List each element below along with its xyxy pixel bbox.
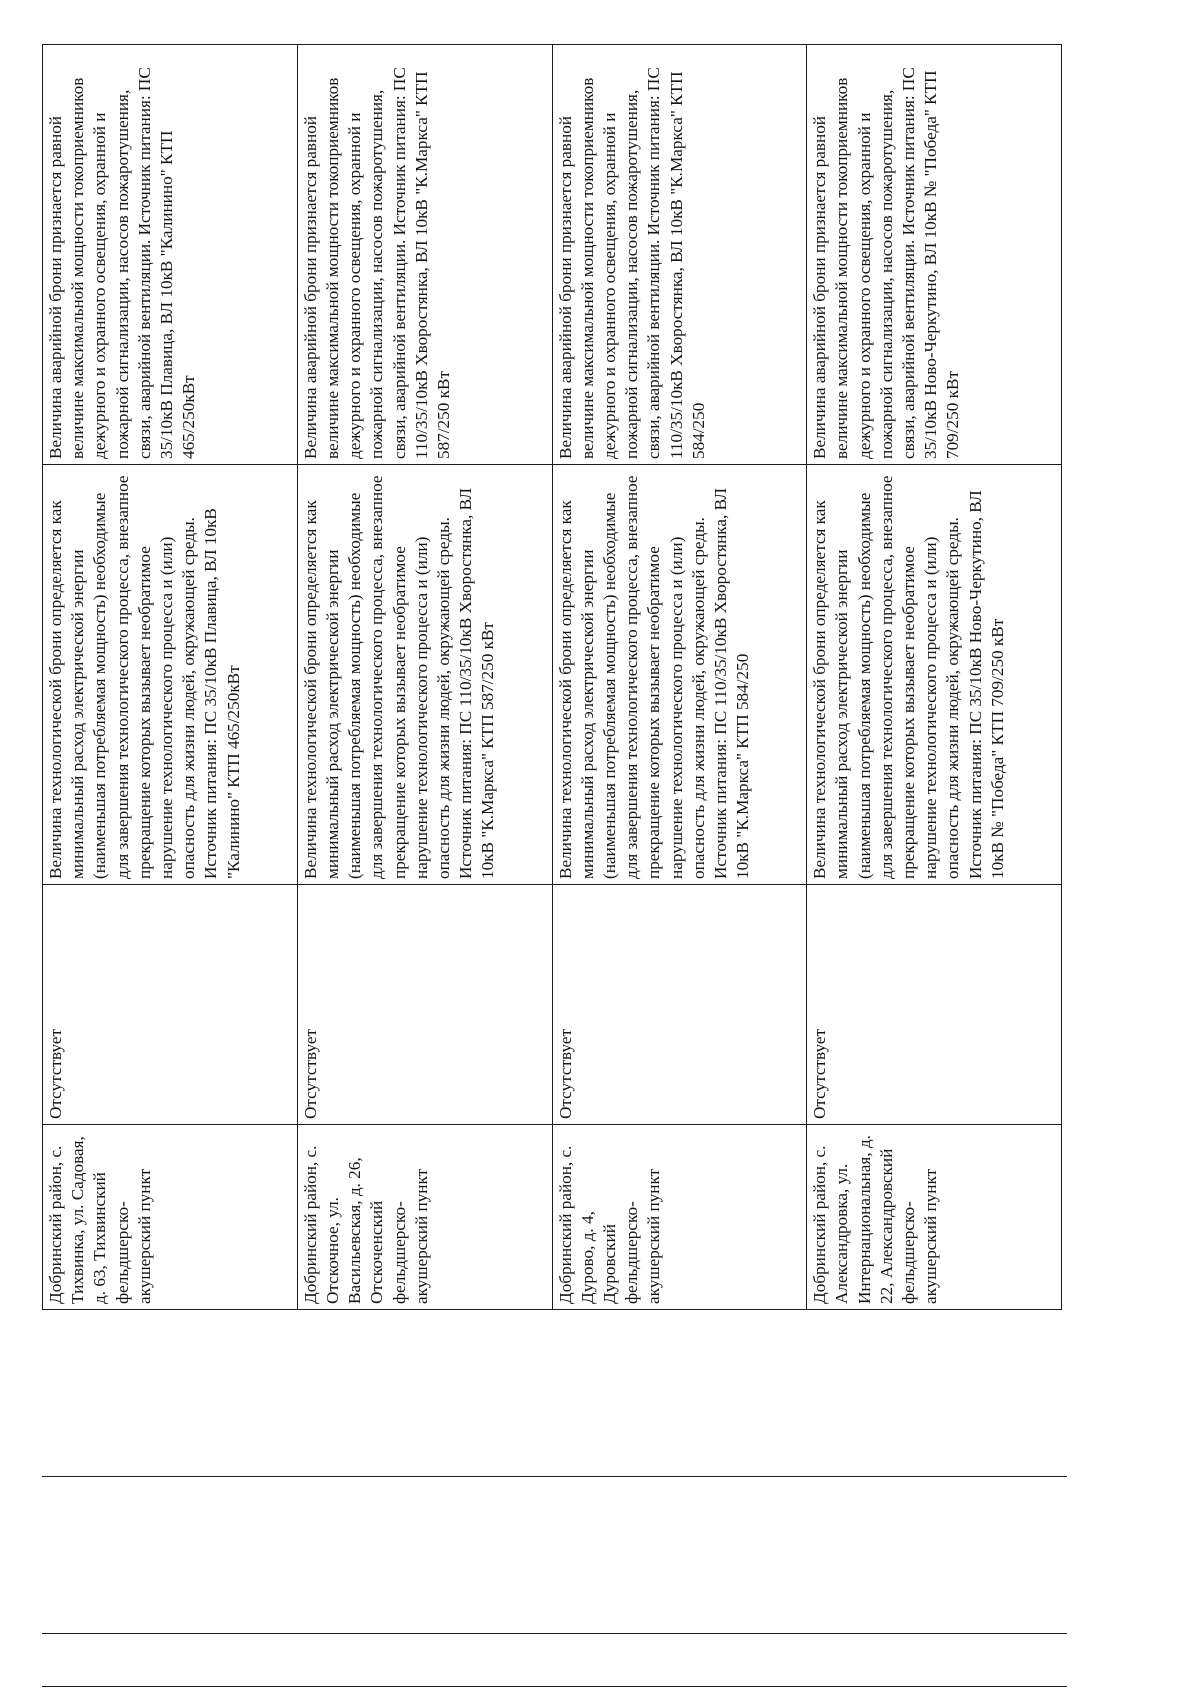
rotated-table-sheet: [42, 45, 1062, 1310]
location-cell: Добринский район, с. Тихвинка, ул. Садовая, д. 63, Тихвинский фельдшерско-акушерский пункт: [43, 1125, 298, 1310]
location-cell: Добринский район, с. Дурово, д. 4, Дуровский фельдшерско-акушерский пункт: [552, 1125, 807, 1310]
tech-reserve-cell: Величина технологической брони определяется как минимальный расход электрической энергии (наименьшая потребляемая мощность) необходимые для завершения технологического процесса, внезапное прекращение которых вызывает необратимое нарушение технологического процесса и (или) опасность для жизни людей, окружающей среды. Источник питания: ПС 35/10кВ Ново-Черкутино, ВЛ 10кВ № "Победа" КТП 709/250 кВт: [807, 465, 1062, 885]
table-row: [552, 45, 807, 1310]
rule-line: [42, 1633, 1067, 1634]
location-cell: Добринский район, с. Отскочное, ул. Васильевская, д. 26, Отскоченский фельдшерско-акушерский пункт: [297, 1125, 552, 1310]
emergency-reserve-cell: Величина аварийной брони признается равной величине максимальной мощности токоприемников дежурного и охранного освещения, охранной и пожарной сигнализации, насосов пожаротушения, связи, аварийной вентиляции. Источник питания: ПС 35/10кВ Ново-Черкутино, ВЛ 10кВ № "Победа" КТП 709/250 кВт: [807, 45, 1062, 465]
table-row: [807, 45, 1062, 1310]
emergency-reserve-cell: Величина аварийной брони признается равной величине максимальной мощности токоприемников дежурного и охранного освещения, охранной и пожарной сигнализации, насосов пожаротушения, связи, аварийной вентиляции. Источник питания: ПС 110/35/10кВ Хворостянка, ВЛ 10кВ "К.Маркса" КТП 587/250 кВт: [297, 45, 552, 465]
table-row: [297, 45, 552, 1310]
power-reserve-table: [42, 44, 1062, 1310]
tech-reserve-cell: Величина технологической брони определяется как минимальный расход электрической энергии (наименьшая потребляемая мощность) необходимые для завершения технологического процесса, внезапное прекращение которых вызывает необратимое нарушение технологического процесса и (или) опасность для жизни людей, окружающей среды. Источник питания: ПС 110/35/10кВ Хворостянка, ВЛ 10кВ "К.Маркса" КТП 587/250 кВт: [297, 465, 552, 885]
emergency-reserve-cell: Величина аварийной брони признается равной величине максимальной мощности токоприемников дежурного и охранного освещения, охранной и пожарной сигнализации, насосов пожаротушения, связи, аварийной вентиляции. Источник питания: ПС 110/35/10кВ Хворостянка, ВЛ 10кВ "К.Маркса" КТП 584/250: [552, 45, 807, 465]
rule-line: [42, 1476, 1067, 1477]
tech-reserve-flag-cell: Отсутствует: [552, 885, 807, 1125]
tech-reserve-cell: Величина технологической брони определяется как минимальный расход электрической энергии (наименьшая потребляемая мощность) необходимые для завершения технологического процесса, внезапное прекращение которых вызывает необратимое нарушение технологического процесса и (или) опасность для жизни людей, окружающей среды. Источник питания: ПС 110/35/10кВ Хворостянка, ВЛ 10кВ "К.Маркса" КТП 584/250: [552, 465, 807, 885]
tech-reserve-flag-cell: Отсутствует: [43, 885, 298, 1125]
tech-reserve-flag-cell: Отсутствует: [297, 885, 552, 1125]
tech-reserve-flag-cell: Отсутствует: [807, 885, 1062, 1125]
table-row: [43, 45, 298, 1310]
tech-reserve-cell: Величина технологической брони определяется как минимальный расход электрической энергии (наименьшая потребляемая мощность) необходимые для завершения технологического процесса, внезапное прекращение которых вызывает необратимое нарушение технологического процесса и (или) опасность для жизни людей, окружающей среды. Источник питания: ПС 35/10кВ Плавица, ВЛ 10кВ "Калинино" КТП 465/250кВт: [43, 465, 298, 885]
emergency-reserve-cell: Величина аварийной брони признается равной величине максимальной мощности токоприемников дежурного и охранного освещения, охранной и пожарной сигнализации, насосов пожаротушения, связи, аварийной вентиляции. Источник питания: ПС 35/10кВ Плавица, ВЛ 10кВ "Калинино" КТП 465/250кВт: [43, 45, 298, 465]
rule-line: [42, 1686, 1067, 1687]
location-cell: Добринский район, с. Александровка, ул. Интернациональная, д. 22, Александровский фельдшерско-акушерский пункт: [807, 1125, 1062, 1310]
